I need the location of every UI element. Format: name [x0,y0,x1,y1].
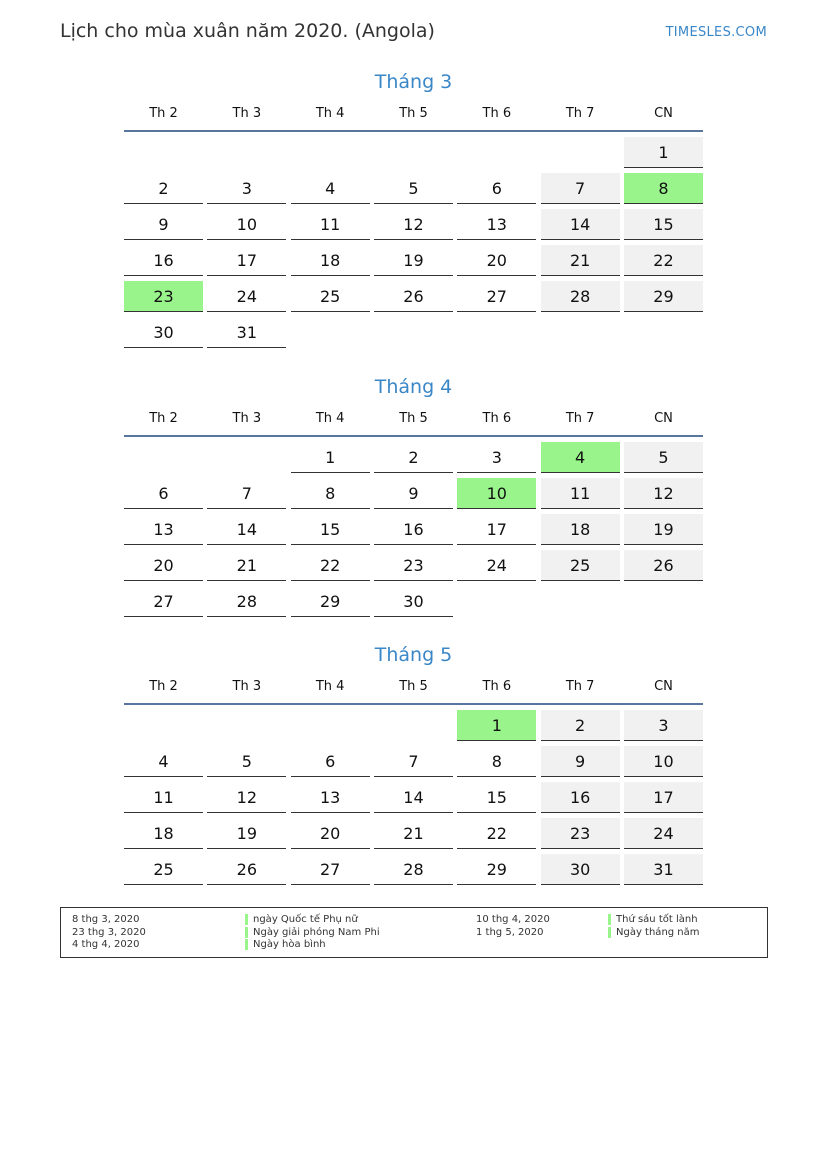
legend-holiday-name: Ngày hòa bình [245,939,326,950]
day-cell: 13 [124,514,203,545]
empty-day-cell [457,317,536,348]
day-cell: 4 [541,442,620,473]
empty-day-cell [541,317,620,348]
day-cell: 14 [541,209,620,240]
empty-day-cell [207,137,286,168]
day-cell: 21 [374,818,453,849]
day-cell: 7 [207,478,286,509]
day-cell: 3 [207,173,286,204]
weekday-label: Th 3 [232,679,262,694]
day-cell: 26 [624,550,703,581]
day-cell: 27 [457,281,536,312]
day-cell: 18 [291,245,370,276]
weekday-label: Th 3 [232,411,262,426]
day-cell: 26 [374,281,453,312]
weekday-label: Th 5 [399,106,428,121]
day-cell: 10 [207,209,286,240]
day-cell: 7 [541,173,620,204]
week-row [124,173,703,209]
legend-date: 10 thg 4, 2020 [476,914,550,925]
day-cell: 20 [457,245,536,276]
day-cell: 18 [541,514,620,545]
legend-holiday-name: Ngày giải phóng Nam Phi [245,927,380,938]
day-cell: 24 [457,550,536,581]
day-cell: 9 [124,209,203,240]
empty-day-cell [457,137,536,168]
month-april [124,372,703,622]
day-cell: 6 [124,478,203,509]
day-cell: 22 [291,550,370,581]
day-cell: 10 [457,478,536,509]
day-cell: 12 [207,782,286,813]
day-cell: 5 [207,746,286,777]
day-cell: 24 [624,818,703,849]
weekday-label: Th 7 [565,411,595,426]
week-row [124,478,703,514]
week-row [124,782,703,818]
week-row [124,137,703,173]
weekday-label: Th 2 [149,679,178,694]
day-cell: 29 [291,586,370,617]
week-row [124,245,703,281]
day-cell: 8 [457,746,536,777]
month-title: Tháng 3 [374,71,453,93]
week-row [124,281,703,317]
empty-day-cell [291,137,370,168]
weekday-header [124,402,703,437]
week-row [124,710,703,746]
day-cell: 12 [624,478,703,509]
day-cell: 14 [374,782,453,813]
weekday-header [124,97,703,132]
day-cell: 17 [207,245,286,276]
day-cell: 21 [541,245,620,276]
holiday-legend [60,907,768,958]
day-cell: 22 [624,245,703,276]
empty-day-cell [291,317,370,348]
day-cell: 29 [457,854,536,885]
empty-day-cell [124,710,203,741]
empty-day-cell [457,586,536,617]
month-may [124,640,703,890]
empty-day-cell [624,317,703,348]
empty-day-cell [374,710,453,741]
day-cell: 1 [291,442,370,473]
day-cell: 17 [457,514,536,545]
day-cell: 26 [207,854,286,885]
legend-date: 1 thg 5, 2020 [476,927,544,938]
empty-day-cell [291,710,370,741]
day-cell: 16 [541,782,620,813]
empty-day-cell [374,137,453,168]
day-cell: 30 [541,854,620,885]
day-cell: 29 [624,281,703,312]
day-cell: 7 [374,746,453,777]
week-row [124,317,703,353]
weekday-label: Th 5 [399,679,428,694]
weekday-label: Th 4 [315,679,345,694]
site-link[interactable]: TIMESLES.COM [665,25,767,40]
week-row [124,818,703,854]
legend-holiday-name: Thứ sáu tốt lành [608,914,698,925]
weekday-label: Th 6 [482,411,512,426]
week-row [124,746,703,782]
weekday-label: Th 7 [565,106,595,121]
day-cell: 25 [124,854,203,885]
empty-day-cell [124,137,203,168]
weekday-label: Th 6 [482,679,512,694]
day-cell: 16 [124,245,203,276]
weekday-label: Th 2 [149,106,178,121]
day-cell: 25 [541,550,620,581]
day-cell: 13 [457,209,536,240]
weekday-label: Th 3 [232,106,262,121]
day-cell: 28 [207,586,286,617]
weekday-label: Th 4 [315,411,345,426]
day-cell: 23 [541,818,620,849]
empty-day-cell [374,317,453,348]
weekday-label: CN [654,411,673,426]
day-cell: 9 [541,746,620,777]
day-cell: 8 [624,173,703,204]
day-cell: 10 [624,746,703,777]
day-cell: 27 [124,586,203,617]
week-row [124,209,703,245]
day-cell: 2 [374,442,453,473]
day-cell: 12 [374,209,453,240]
day-cell: 3 [624,710,703,741]
week-row [124,442,703,478]
day-cell: 3 [457,442,536,473]
day-cell: 15 [624,209,703,240]
day-cell: 21 [207,550,286,581]
page-title: Lịch cho mùa xuân năm 2020. (Angola) [60,20,435,42]
day-cell: 1 [457,710,536,741]
weekday-label: Th 6 [482,106,512,121]
legend-date: 8 thg 3, 2020 [72,914,140,925]
day-cell: 31 [207,317,286,348]
weekday-header [124,670,703,705]
day-cell: 2 [124,173,203,204]
weekday-label: CN [654,679,673,694]
day-cell: 1 [624,137,703,168]
week-row [124,550,703,586]
day-cell: 4 [124,746,203,777]
weekday-label: Th 7 [565,679,595,694]
empty-day-cell [624,586,703,617]
day-cell: 22 [457,818,536,849]
day-cell: 4 [291,173,370,204]
day-cell: 31 [624,854,703,885]
month-march [124,67,703,353]
empty-day-cell [207,442,286,473]
day-cell: 13 [291,782,370,813]
empty-day-cell [124,442,203,473]
legend-holiday-name: ngày Quốc tế Phụ nữ [245,914,358,925]
day-cell: 24 [207,281,286,312]
day-cell: 23 [374,550,453,581]
week-row [124,586,703,622]
empty-day-cell [207,710,286,741]
weekday-label: Th 5 [399,411,428,426]
day-cell: 18 [124,818,203,849]
week-row [124,854,703,890]
weekday-label: Th 4 [315,106,345,121]
day-cell: 16 [374,514,453,545]
day-cell: 11 [541,478,620,509]
day-cell: 27 [291,854,370,885]
empty-day-cell [541,586,620,617]
day-cell: 5 [624,442,703,473]
day-cell: 6 [291,746,370,777]
legend-date: 4 thg 4, 2020 [72,939,140,950]
week-row [124,514,703,550]
legend-date: 23 thg 3, 2020 [72,927,146,938]
day-cell: 19 [374,245,453,276]
day-cell: 5 [374,173,453,204]
day-cell: 6 [457,173,536,204]
day-cell: 19 [624,514,703,545]
day-cell: 19 [207,818,286,849]
day-cell: 11 [124,782,203,813]
day-cell: 20 [291,818,370,849]
day-cell: 2 [541,710,620,741]
day-cell: 28 [541,281,620,312]
day-cell: 15 [457,782,536,813]
day-cell: 23 [124,281,203,312]
empty-day-cell [541,137,620,168]
day-cell: 25 [291,281,370,312]
month-title: Tháng 5 [374,644,453,666]
day-cell: 8 [291,478,370,509]
day-cell: 30 [124,317,203,348]
legend-holiday-name: Ngày tháng năm [608,927,700,938]
month-title: Tháng 4 [374,376,453,398]
weekday-label: Th 2 [149,411,178,426]
day-cell: 30 [374,586,453,617]
day-cell: 9 [374,478,453,509]
day-cell: 28 [374,854,453,885]
day-cell: 14 [207,514,286,545]
day-cell: 11 [291,209,370,240]
day-cell: 17 [624,782,703,813]
day-cell: 15 [291,514,370,545]
day-cell: 20 [124,550,203,581]
weekday-label: CN [654,106,673,121]
